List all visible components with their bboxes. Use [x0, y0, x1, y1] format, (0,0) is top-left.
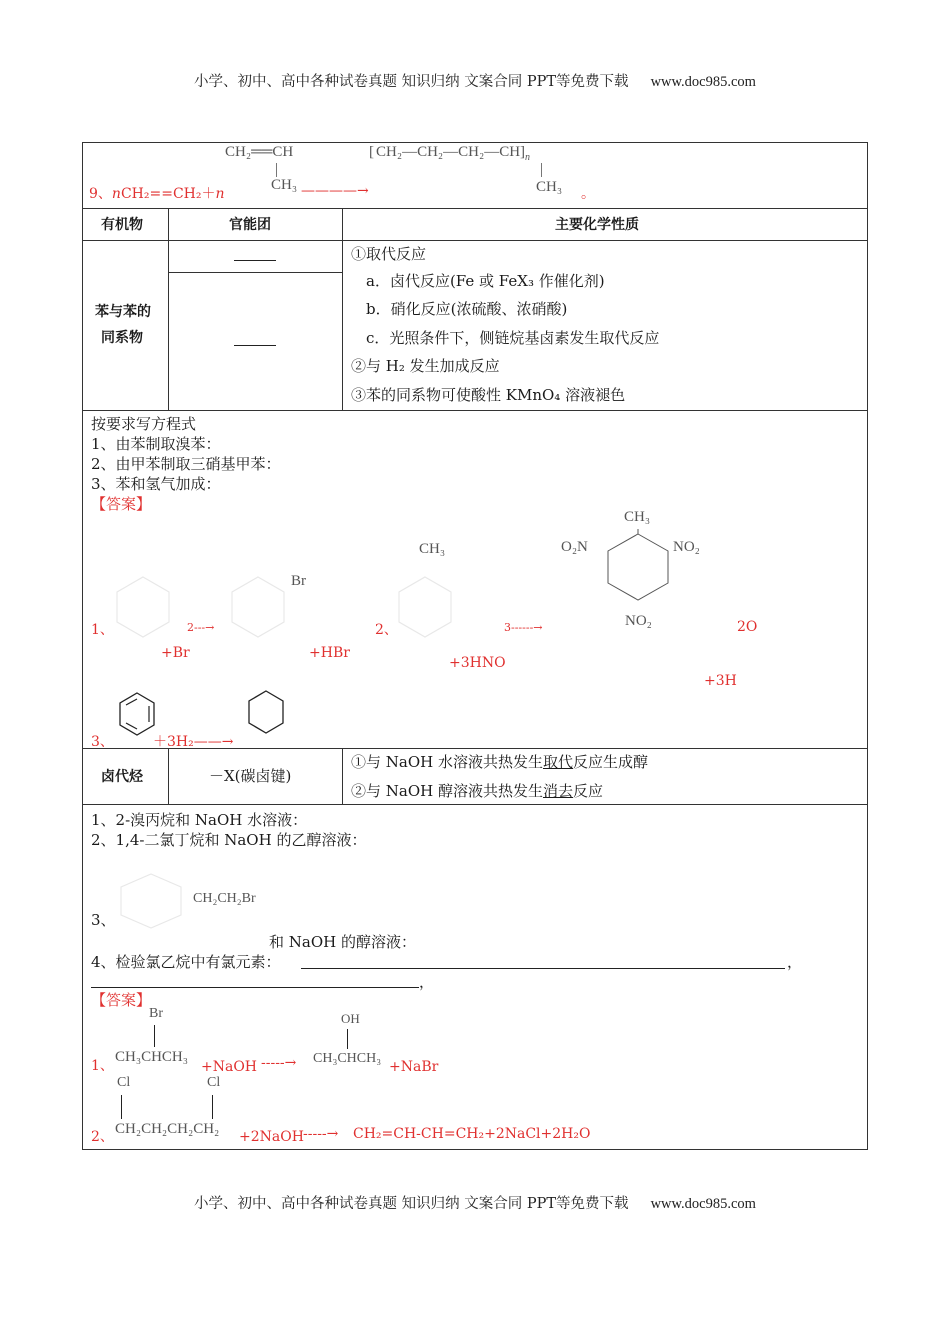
chemistry-table [82, 142, 868, 1150]
exercise-item: 1、由苯制取溴苯： [91, 435, 221, 453]
eq2-product: CH₂=CH-CH=CH₂+2NaCl+2H₂O [353, 1126, 591, 1142]
monomer-formula: CH₂══CH [225, 144, 294, 160]
header-functional-group: 官能团 [229, 217, 271, 233]
toluene-ring-icon [395, 573, 455, 643]
eq1-number: 1、 [91, 622, 114, 638]
header-properties: 主要化学性质 [555, 217, 639, 233]
comma: ， [787, 953, 803, 971]
toluene-ch3: CH₃ [419, 541, 446, 557]
prop-line: ①取代反应 [351, 245, 427, 263]
haloalkane-name: 卤代烃 [101, 769, 143, 785]
tnt-ch3: CH₃ [624, 509, 651, 525]
blank-functional-group [234, 345, 276, 346]
row9-arrow: ————→ [301, 183, 369, 199]
exercise-title: 按要求写方程式 [91, 415, 197, 433]
page-header [0, 70, 950, 91]
bond-line [154, 1025, 155, 1047]
bond-line [541, 163, 542, 177]
benzene-ring-icon [113, 573, 173, 643]
row-divider [83, 240, 867, 241]
tnt-o2n: O₂N [561, 539, 588, 555]
eq3-equation: ＋3H₂——→ [153, 734, 234, 750]
monomer-branch: CH₃ [271, 177, 298, 193]
row9-end: 。 [581, 186, 595, 202]
prop-line: b．硝化反应(浓硫酸、浓硝酸) [366, 300, 568, 318]
haloalkane-group: －X(碳卤键) [209, 767, 292, 785]
header-organic: 有机物 [101, 217, 143, 233]
eq1-plus-hbr: +HBr [309, 645, 350, 661]
eq2-number: 2、 [375, 622, 398, 638]
col-divider [168, 748, 169, 804]
answer2-eq2-num: 2、 [91, 1129, 114, 1145]
exercise-item: 2、由甲苯制取三硝基甲苯： [91, 455, 281, 473]
row-divider [83, 208, 867, 209]
exercise2-item3-text: 和 NaOH 的醇溶液： [269, 933, 416, 951]
row-divider [83, 410, 867, 411]
col-divider [342, 748, 343, 804]
footer-text: 小学、初中、高中各种试卷真题 知识归纳 文案合同 PPT等免费下载 [194, 1196, 629, 1212]
eq1-tail: +NaBr [389, 1059, 439, 1075]
eq1-plus-naoh: +NaOH [201, 1059, 258, 1075]
answer-blank-line [301, 951, 785, 969]
eq1-arrow: -----→ [261, 1055, 297, 1071]
header-site: www.doc985.com [650, 74, 756, 90]
prop-line: c．光照条件下，侧链烷基卤素发生取代反应 [366, 329, 660, 347]
br-label: Br [291, 573, 306, 589]
bond-line [212, 1095, 213, 1119]
answer2-eq1-num: 1、 [91, 1058, 114, 1074]
halo-prop-2: ②与 NaOH 醇溶液共热发生消去反应 [351, 782, 604, 800]
row-divider [83, 804, 867, 805]
polymer-branch: CH₃ [536, 179, 563, 195]
page-footer [0, 1192, 950, 1213]
halo-prop-1: ①与 NaOH 水溶液共热发生取代反应生成醇 [351, 753, 649, 771]
eq2-water: 2O [737, 619, 758, 635]
footer-site: www.doc985.com [650, 1196, 756, 1212]
tnt-no2-right: NO₂ [673, 539, 700, 555]
exercise2-item4: 4、检验氯乙烷中有氯元素： [91, 953, 281, 971]
eq1-product: CH₃CHCH₃ [313, 1051, 382, 1066]
eq2-plus-hno: +3HNO [449, 655, 506, 671]
answer2-label: 【答案】 [91, 991, 152, 1009]
col-divider [168, 208, 169, 410]
polymer-formula: [ $CH_2—CH_2—CH_2—CH]_n$ [369, 144, 531, 163]
prop-line: a．卤代反应(Fe 或 FeX₃ 作催化剂) [366, 272, 605, 290]
col-divider [342, 208, 343, 410]
prop-line: ③苯的同系物可使酸性 KMnO₄ 溶液褪色 [351, 386, 626, 404]
eq2-reagent: 3------→ [504, 621, 543, 634]
eq2-plus-h: +3H [704, 673, 737, 689]
phenyl-ring-icon [116, 871, 186, 931]
blank-functional-group [234, 260, 276, 261]
eq1-reagent: 2---→ [187, 621, 215, 634]
exercise2-item: 2、1,4-二氯丁烷和 NaOH 的乙醇溶液： [91, 831, 367, 849]
eq1-oh: OH [341, 1011, 360, 1026]
benzene-kekule-icon [117, 691, 157, 741]
tnt-no2-bottom: NO₂ [625, 613, 652, 629]
exercise-item: 3、苯和氢气加成： [91, 475, 221, 493]
eq2-arrow: -----→ [303, 1126, 339, 1142]
comma: ， [419, 973, 435, 991]
exercise2-item: 1、2-溴丙烷和 NaOH 水溶液： [91, 811, 308, 829]
eq1-reactant: CH₃CHCH₃ [115, 1049, 188, 1065]
prop-line: ②与 H₂ 发生加成反应 [351, 357, 500, 375]
row9-equation: 9、nCH₂==CH₂＋n [89, 186, 225, 202]
eq2-plus-naoh: +2NaOH [239, 1129, 304, 1145]
eq2-cl1: Cl [117, 1075, 131, 1090]
answer-label: 【答案】 [91, 495, 152, 513]
tnt-ring-icon [603, 531, 673, 601]
eq2-reactant: CH₂CH₂CH₂CH₂ [115, 1121, 220, 1137]
header-text: 小学、初中、高中各种试卷真题 知识归纳 文案合同 PPT等免费下载 [194, 74, 629, 90]
eq2-cl2: Cl [207, 1075, 221, 1090]
bromobenzene-ring-icon [228, 573, 288, 643]
eq1-plus-br: +Br [161, 645, 190, 661]
bond-line [121, 1095, 122, 1119]
benzene-name-2: 同系物 [101, 330, 143, 346]
eq1-br: Br [149, 1006, 163, 1021]
answer-blank-line [91, 971, 419, 988]
cell-divider [168, 272, 342, 273]
exercise2-item3-num: 3、 [91, 911, 116, 929]
cyclohexane-icon [246, 689, 286, 739]
phenethyl-bromide-chain: CH₂CH₂Br [193, 891, 256, 906]
bond-line [347, 1029, 348, 1049]
benzene-name-1: 苯与苯的 [95, 304, 151, 320]
bond-line [276, 163, 277, 177]
eq3-number: 3、 [91, 734, 114, 750]
